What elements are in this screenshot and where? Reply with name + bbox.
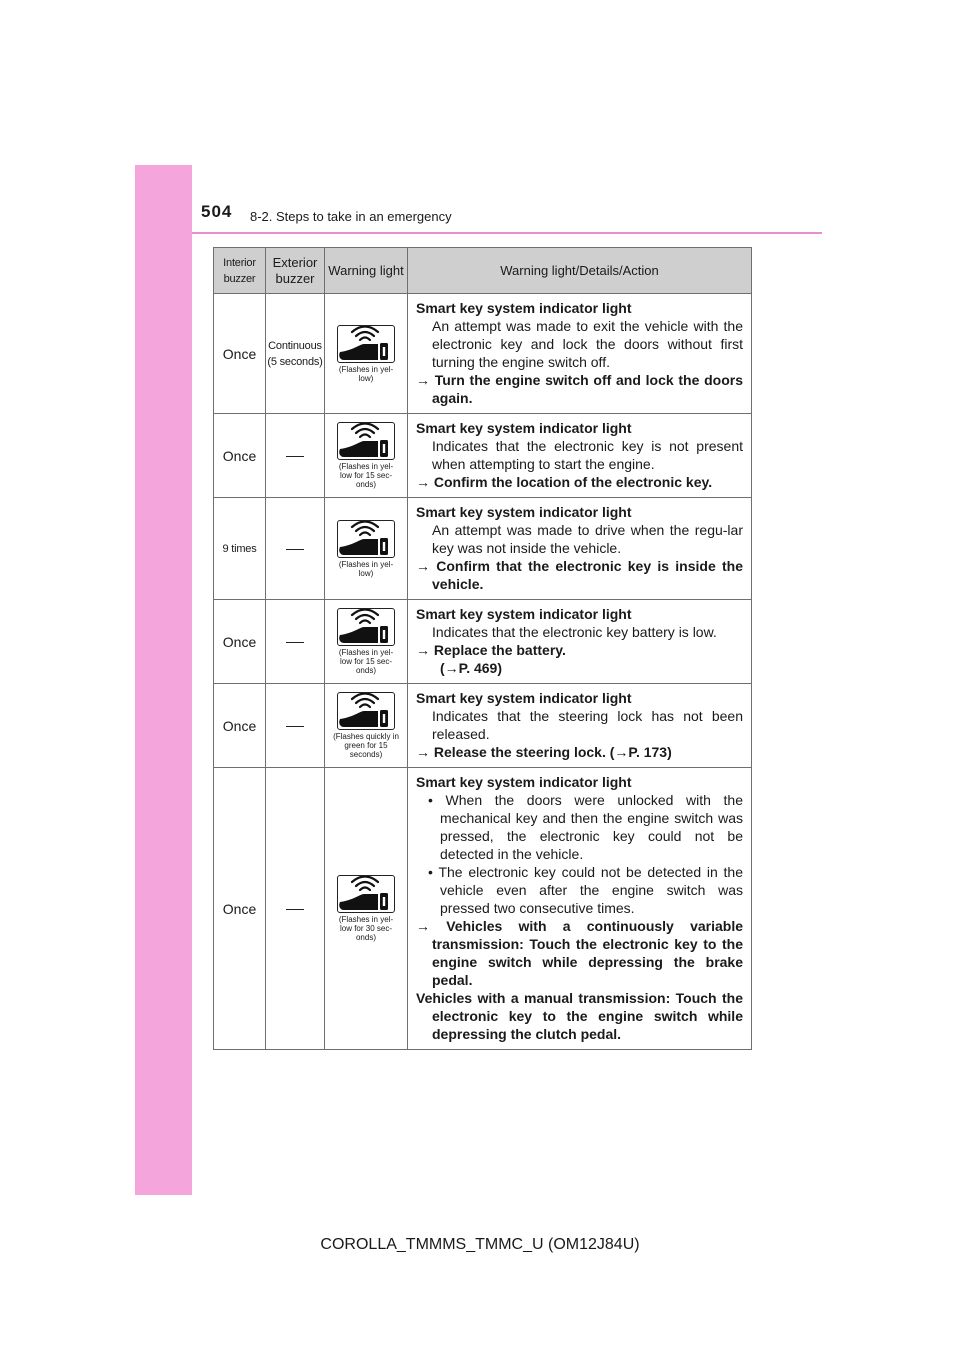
table-row bbox=[214, 684, 752, 768]
table-row bbox=[214, 498, 752, 600]
detail-bullet bbox=[416, 863, 743, 917]
header-warning-light: Warning light bbox=[325, 248, 408, 294]
none-dash bbox=[286, 642, 304, 643]
smart-key-indicator-icon bbox=[337, 608, 395, 646]
table-row bbox=[214, 414, 752, 498]
table-header-row bbox=[214, 248, 752, 294]
detail-action bbox=[416, 557, 743, 593]
smart-key-indicator-icon bbox=[337, 692, 395, 730]
action-text: Confirm the location of the electronic key. bbox=[433, 474, 713, 490]
page-number: 504 bbox=[201, 202, 233, 221]
smart-key-indicator-icon bbox=[337, 325, 395, 363]
detail-title: Smart key system indicator light bbox=[416, 774, 632, 790]
detail-title: Smart key system indicator light bbox=[416, 300, 632, 316]
none-dash bbox=[286, 549, 304, 550]
none-dash bbox=[286, 726, 304, 727]
bullet-icon: • bbox=[428, 792, 433, 808]
none-dash bbox=[286, 909, 304, 910]
table-row bbox=[214, 294, 752, 414]
arrow-icon: → bbox=[416, 558, 430, 574]
bullet-text: When the doors were unlocked with the mechanical key and then the engine switch was pressed, the electronic key could not be detected in the vehicle. bbox=[440, 792, 744, 862]
detail-title: Smart key system indicator light bbox=[416, 420, 632, 436]
arrow-icon: → bbox=[416, 474, 430, 490]
interior-buzzer-cell: Once bbox=[214, 684, 266, 768]
detail-action-manual bbox=[416, 989, 743, 1043]
detail-action bbox=[416, 641, 743, 659]
interior-buzzer-cell: Once bbox=[214, 414, 266, 498]
table-row bbox=[214, 768, 752, 1050]
detail-description: Indicates that the steering lock has not been released. bbox=[432, 708, 743, 742]
arrow-icon: → bbox=[416, 744, 430, 760]
action-text: Vehicles with a continuously variable transmission: Touch the electronic key to the engine switch while depressing the brake pedal. bbox=[432, 918, 743, 988]
interior-buzzer-cell: Once bbox=[214, 768, 266, 1050]
action-text: Turn the engine switch off and lock the doors again. bbox=[432, 372, 743, 406]
arrow-icon: → bbox=[416, 918, 430, 934]
header-details: Warning light/Details/Action bbox=[408, 248, 752, 294]
warning-light-caption: (Flashes in yel-low for 15 sec-onds) bbox=[338, 648, 394, 675]
header-divider bbox=[192, 232, 822, 234]
detail-action bbox=[416, 743, 743, 761]
detail-description: Indicates that the electronic key is not present when attempting to start the engine. bbox=[432, 438, 743, 472]
page-reference: (→P. 469) bbox=[440, 660, 502, 676]
detail-description: Indicates that the electronic key battery is low. bbox=[432, 624, 717, 640]
none-dash bbox=[286, 456, 304, 457]
detail-action bbox=[416, 371, 743, 407]
footer-document-id: COROLLA_TMMMS_TMMC_U (OM12J84U) bbox=[320, 1236, 640, 1253]
bullet-icon: • bbox=[428, 864, 433, 880]
warning-light-caption: (Flashes in yel-low) bbox=[338, 364, 394, 383]
warning-light-cell bbox=[325, 498, 408, 600]
interior-buzzer-cell: Once bbox=[214, 294, 266, 414]
detail-description: An attempt was made to exit the vehicle with the electronic key and lock the doors without first turning the engine switch off. bbox=[432, 318, 743, 370]
action-text: Replace the battery. bbox=[433, 642, 566, 658]
detail-title: Smart key system indicator light bbox=[416, 606, 632, 622]
detail-action bbox=[416, 917, 743, 989]
section-tab-sidebar bbox=[135, 165, 192, 1195]
detail-action bbox=[416, 473, 743, 491]
detail-bullet bbox=[416, 791, 743, 863]
warning-light-cell bbox=[325, 684, 408, 768]
warning-light-caption: (Flashes in yel-low) bbox=[338, 559, 394, 578]
detail-title: Smart key system indicator light bbox=[416, 504, 632, 520]
table-row bbox=[214, 600, 752, 684]
details-cell bbox=[408, 768, 752, 1050]
exterior-buzzer-cell bbox=[266, 498, 325, 600]
detail-description: An attempt was made to drive when the regu-lar key was not inside the vehicle. bbox=[432, 522, 743, 556]
bullet-text: The electronic key could not be detected in the vehicle even after the engine switch was pressed two consecutive times. bbox=[438, 864, 744, 916]
exterior-buzzer-cell bbox=[266, 684, 325, 768]
interior-buzzer-cell: 9 times bbox=[214, 498, 266, 600]
arrow-icon: → bbox=[416, 642, 430, 658]
smart-key-indicator-icon bbox=[337, 520, 395, 558]
exterior-buzzer-cell bbox=[266, 768, 325, 1050]
interior-buzzer-cell: Once bbox=[214, 600, 266, 684]
warning-light-cell bbox=[325, 294, 408, 414]
exterior-buzzer-cell bbox=[266, 414, 325, 498]
details-cell bbox=[408, 414, 752, 498]
warning-light-cell bbox=[325, 768, 408, 1050]
action-text: Confirm that the electronic key is inside the vehicle. bbox=[432, 558, 744, 592]
section-title: 8-2. Steps to take in an emergency bbox=[250, 209, 452, 224]
exterior-buzzer-cell bbox=[266, 600, 325, 684]
smart-key-indicator-icon bbox=[337, 875, 395, 913]
warning-light-caption: (Flashes in yel-low for 30 sec-onds) bbox=[338, 915, 394, 942]
detail-title: Smart key system indicator light bbox=[416, 690, 632, 706]
warning-light-cell bbox=[325, 414, 408, 498]
warning-table bbox=[213, 247, 752, 1050]
action-text: Vehicles with a manual transmission: Touch the electronic key to the engine switch while depressing the clutch pedal. bbox=[416, 990, 743, 1042]
exterior-buzzer-cell: Continuous (5 seconds) bbox=[266, 294, 325, 414]
warning-light-caption: (Flashes in yel-low for 15 sec-onds) bbox=[338, 462, 394, 489]
details-cell bbox=[408, 684, 752, 768]
smart-key-indicator-icon bbox=[337, 422, 395, 460]
details-cell bbox=[408, 600, 752, 684]
header-exterior-buzzer: Exterior buzzer bbox=[266, 248, 325, 294]
action-text: Release the steering lock. (→P. 173) bbox=[433, 744, 672, 760]
warning-light-caption: (Flashes quickly in green for 15 seconds) bbox=[333, 732, 399, 759]
warning-light-cell bbox=[325, 600, 408, 684]
arrow-icon: → bbox=[416, 372, 430, 388]
details-cell bbox=[408, 498, 752, 600]
details-cell bbox=[408, 294, 752, 414]
header-interior-buzzer: Interior buzzer bbox=[214, 248, 266, 294]
